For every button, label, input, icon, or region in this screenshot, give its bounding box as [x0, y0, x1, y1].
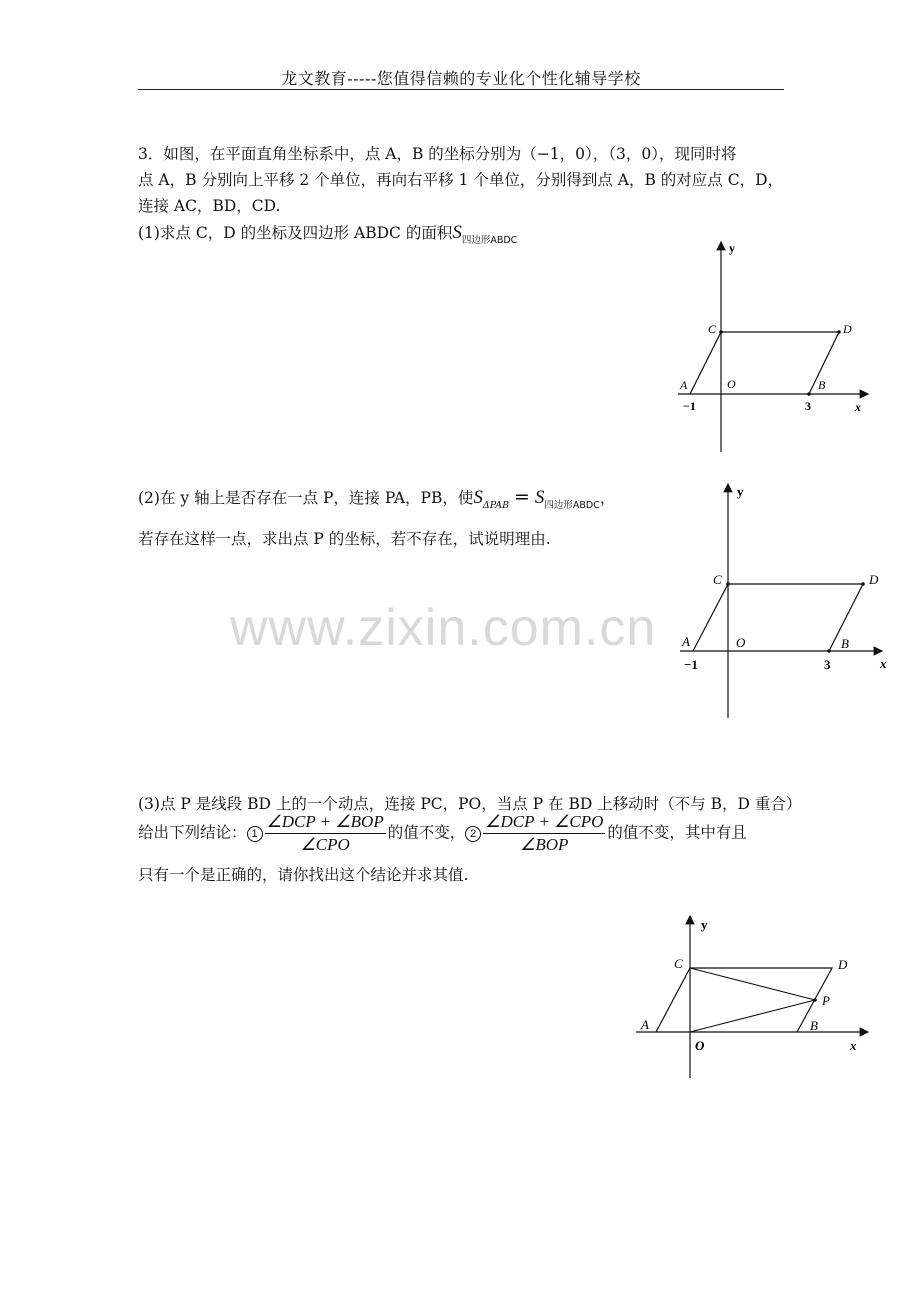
- problem-intro-line-2: 点 A，B 分别向上平移 2 个单位，再向右平移 1 个单位，分别得到点 A，B 的对应点 C，D，: [138, 171, 784, 189]
- origin-label: O: [727, 377, 736, 391]
- y-label: y: [729, 241, 735, 255]
- fraction-1-denominator: ∠CPO: [300, 835, 350, 854]
- parallelogram-abdc: [693, 584, 863, 651]
- point-b-label: B: [810, 1018, 818, 1033]
- tick-label-3: 3: [805, 399, 811, 413]
- x-label: x: [850, 1038, 857, 1053]
- tick-label-3: 3: [824, 657, 831, 672]
- conclusion-1-fraction: [265, 812, 386, 855]
- x-label: x: [880, 656, 887, 671]
- problem-intro-line-1: 3．如图，在平面直角坐标系中，点 A，B 的坐标分别为（−1，0），（3，0），现同时将: [138, 145, 737, 163]
- figure-1: [672, 236, 872, 454]
- figure-3: [632, 912, 872, 1084]
- header-rule: [138, 89, 784, 90]
- part2-comma: ，: [599, 489, 616, 507]
- part1-text: (1)求点 C，D 的坐标及四边形 ABDC 的面积: [138, 224, 453, 242]
- part3-line-2: [138, 812, 747, 855]
- point-c-label: C: [674, 956, 683, 971]
- watermark: www.zixin.com.cn: [230, 599, 657, 657]
- fraction-1-numerator: ∠DCP + ∠BOP: [265, 812, 386, 834]
- area-subscript: 四边形ABDC: [461, 235, 518, 246]
- point-a-label: A: [682, 634, 690, 649]
- conclusion-2-fraction: [483, 812, 605, 855]
- page-header: 龙文教育-----您值得信赖的专业化个性化辅导学校: [281, 69, 641, 88]
- part3-line-1: (3)点 P 是线段 BD 上的一个动点，连接 PC，PO，当点 P 在 BD 上移动时（不与 B，D 重合）: [138, 795, 802, 813]
- area-symbol: S: [452, 222, 462, 243]
- tick-label-neg1: −1: [683, 399, 696, 413]
- problem-intro-line-3: 连接 AC，BD，CD.: [138, 197, 281, 215]
- point-a-label: A: [680, 378, 688, 392]
- part2-question: [138, 486, 615, 509]
- part3-mid: 的值不变，: [387, 823, 466, 842]
- area-symbol-pab: S: [473, 487, 483, 508]
- conclusion-1-marker: 1: [247, 826, 263, 842]
- parallelogram-abdc: [656, 968, 832, 1032]
- part2-line-2: 若存在这样一点，求出点 P 的坐标，若不存在，试说明理由.: [138, 530, 551, 548]
- y-label: y: [737, 484, 744, 499]
- segment-pc: [690, 968, 815, 1000]
- point-d-label: D: [843, 322, 852, 336]
- part2-text: (2)在 y 轴上是否存在一点 P，连接 PA，PB，使: [138, 489, 474, 507]
- part3-lead: 给出下列结论：: [138, 823, 247, 842]
- point-c-label: C: [713, 572, 722, 587]
- point-p-label: P: [822, 993, 830, 1008]
- area-subscript-abdc: 四边形ABDC: [544, 500, 600, 511]
- point-a-label: A: [641, 1017, 649, 1032]
- area-symbol-abdc: S: [534, 487, 545, 508]
- segment-po: [690, 1000, 815, 1032]
- area-subscript-pab: ΔPAB: [482, 500, 510, 511]
- origin-label: O: [695, 1038, 705, 1053]
- conclusion-2-marker: 2: [465, 826, 481, 842]
- part1-question: [138, 221, 517, 244]
- figure-2: [676, 478, 896, 720]
- x-label: x: [855, 400, 861, 414]
- point-b-label: B: [841, 636, 849, 651]
- part3-tail: 的值不变，其中有且: [607, 823, 747, 842]
- part3-line-3: 只有一个是正确的，请你找出这个结论并求其值.: [138, 866, 469, 884]
- fraction-2-denominator: ∠BOP: [520, 835, 569, 854]
- point-d-label: D: [869, 572, 879, 587]
- parallelogram-abdc: [690, 332, 839, 394]
- origin-label: O: [736, 635, 746, 650]
- y-label: y: [701, 917, 708, 932]
- equals-sign: =: [514, 486, 530, 508]
- point-b-label: B: [818, 378, 826, 392]
- tick-label-neg1: −1: [684, 657, 698, 672]
- fraction-2-numerator: ∠DCP + ∠CPO: [483, 812, 605, 834]
- point-c-label: C: [708, 322, 717, 336]
- point-d-label: D: [838, 957, 848, 972]
